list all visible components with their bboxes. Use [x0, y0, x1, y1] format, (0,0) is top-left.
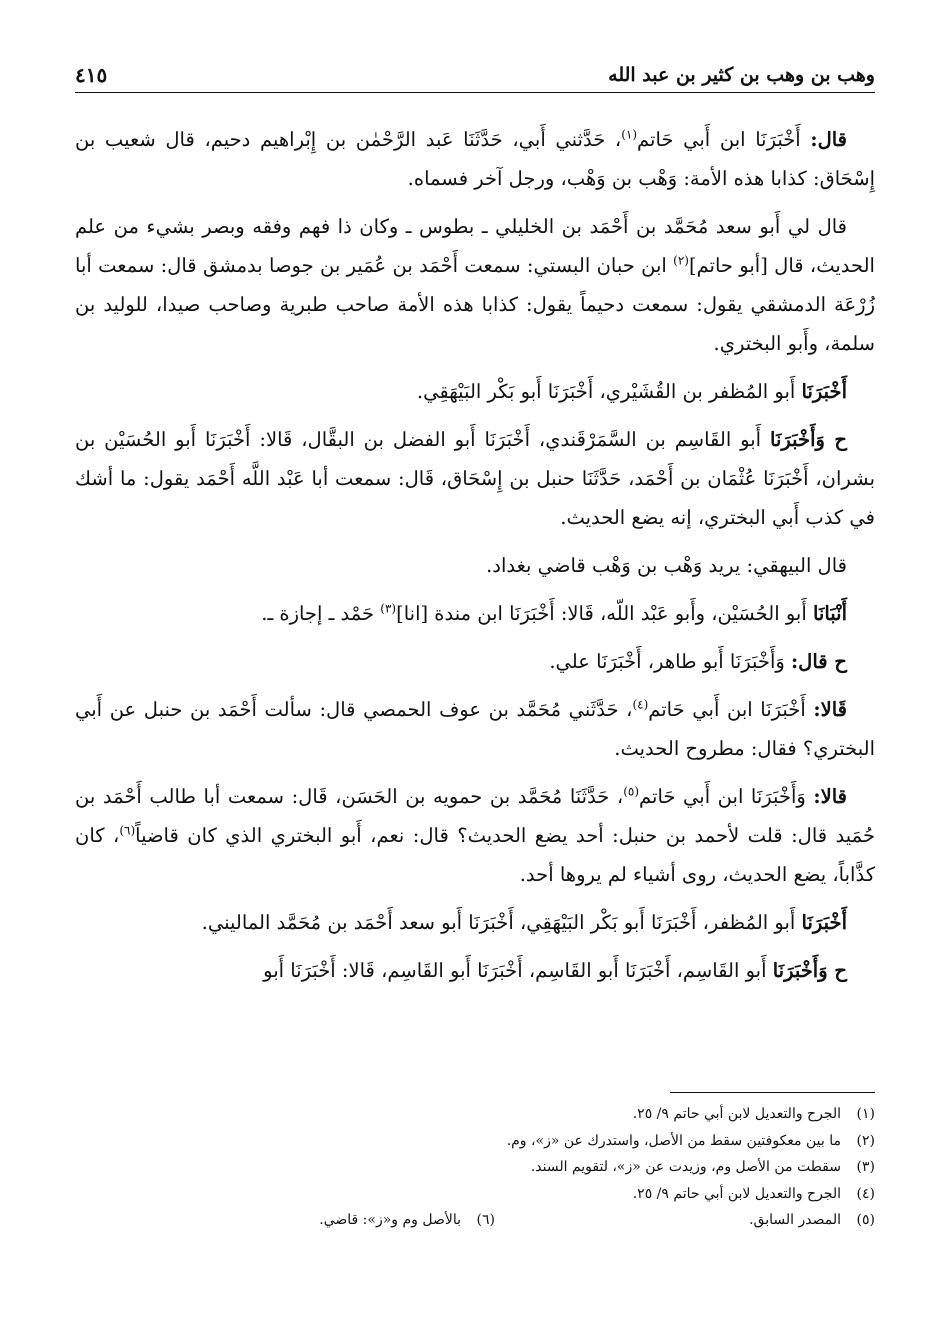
header-title: وهب بن وهب بن كثير بن عبد الله — [608, 64, 875, 86]
footnote-1 — [75, 1101, 875, 1128]
paragraph-lead: أَخْبَرَنَا — [801, 911, 847, 934]
paragraph — [75, 372, 875, 411]
paragraph-text: ، حَدَّثَني مُحَمَّد بن عوف الحمصي قال: سألت أَحْمَد بن حنبل عن أَبي البختري؟ فقال: مطروح الحديث. — [75, 698, 875, 760]
paragraph-lead: أَنْبَانَا — [812, 602, 847, 625]
footnote-text: المصدر السابق. — [749, 1212, 841, 1229]
paragraph-text: ابن حبان البستي: سمعت أَحْمَد بن عُمَير بن جوصا بدمشق قال: سمعت أبا زُرْعَة الدمشقي يقول: سمعت دحيماً يقول: كذابا هذه الأمة صاحب طبرية وصاحب صيدا، للوليد بن سلمة، وأَبو البختري. — [75, 254, 875, 355]
paragraph-lead: قالا: — [813, 785, 847, 808]
footnote-text: سقطت من الأصل وم، وزيدت عن «ز»، لتقويم السند. — [530, 1159, 841, 1176]
paragraph-text: ، حَدَّثني أَبي، حَدَّثَنَا عَبد الرَّحْمٰن بن إِبْراهيم دحيم، قال شعيب بن إِسْحَاق: كذابا هذه الأمة: وَهْب بن وَهْب، ورجل آخر فسماه. — [75, 128, 875, 190]
footnote-number: (٢) — [856, 1132, 875, 1149]
paragraph — [75, 594, 875, 633]
footnote-marker: (٣) — [380, 601, 397, 616]
footnote-marker: (١) — [621, 127, 638, 142]
paragraph-text: أَبو المُظفر، أَخْبَرَنَا أَبو بَكْر البَيْهَقِي، أَخْبَرَنَا أَبو سعد أَحْمَد بن مُحَمَّد الماليني. — [201, 911, 802, 934]
footnote-separator — [670, 1092, 875, 1093]
paragraph — [75, 207, 875, 363]
footnote-4 — [75, 1181, 875, 1208]
main-text — [75, 120, 875, 999]
footnote-text: ما بين معكوفتين سقط من الأصل، واستدرك عن «ز»، وم. — [506, 1132, 841, 1149]
paragraph-lead: قال: — [810, 128, 848, 151]
footnote-row — [75, 1207, 875, 1234]
paragraph-text: أَبو القَاسِم بن السَّمَرْقَندي، أَخْبَرَنَا أَبو الفضل بن البقَّال، قَالا: أَخْبَرَنَا أَبو الحُسَيْن بن بشران، أَخْبَرَنَا عُثْمَان بن أَحْمَد، حَدَّثَنَا حنبل بن إِسْحَاق، قَال: سمعت أبا عَبْد اللَّه أَحْمَد يقول: ما أشك في كذب أَبي البختري، إنه يضع الحديث. — [75, 428, 875, 529]
footnote-text: الجرح والتعديل لابن أبي حاتم ٩/ ٢٥. — [632, 1185, 841, 1202]
paragraph — [75, 690, 875, 768]
footnotes — [75, 1101, 875, 1234]
paragraph — [75, 777, 875, 894]
footnote-3 — [75, 1154, 875, 1181]
paragraph-lead: أَخْبَرَنَا — [801, 380, 847, 403]
footnote-number: (٣) — [856, 1159, 875, 1176]
paragraph-text: قال البيهقي: يريد وَهْب بن وَهْب قاضي بغداد. — [486, 554, 847, 577]
paragraph — [75, 120, 875, 198]
paragraph-text: وَأَخْبَرَنَا ابن أَبي حَاتم — [639, 785, 814, 808]
paragraph-lead: ح قال: — [790, 650, 847, 673]
footnote-marker: (٤) — [632, 697, 649, 712]
footnote-number: (٦) — [476, 1212, 495, 1229]
page-number: ٤١٥ — [75, 63, 108, 87]
footnote-marker: (٢) — [673, 253, 689, 268]
footnote-5 — [495, 1207, 875, 1234]
paragraph — [75, 903, 875, 942]
footnote-6 — [115, 1207, 495, 1234]
paragraph-lead: ح وَأَخْبَرَنَا — [770, 428, 847, 451]
footnote-2 — [75, 1128, 875, 1155]
running-header — [75, 58, 875, 93]
paragraph — [75, 546, 875, 585]
footnote-text: الجرح والتعديل لابن أبي حاتم ٩/ ٢٥. — [632, 1106, 841, 1122]
paragraph-text: قال لي أَبو سعد مُحَمَّد بن أَحْمَد بن الخليلي ـ بطوس ـ وكان ذا فهم وفقه وبصر بشيء من علم الحديث، قال [أبو حاتم] — [75, 215, 875, 277]
paragraph-text: وَأَخْبَرَنَا أَبو طاهر، أَخْبَرَنَا علي. — [549, 650, 791, 673]
footnote-marker: (٥) — [623, 784, 640, 799]
paragraph-text: ، كان كذَّاباً، يضع الحديث، روى أشياء لم يروها أحد. — [75, 824, 875, 886]
paragraph — [75, 642, 875, 681]
paragraph — [75, 420, 875, 537]
paragraph-text: أَخْبَرَنَا ابن أَبي حَاتم — [648, 698, 814, 721]
paragraph-text: أَبو الحُسَيْن، وأَبو عَبْد اللّه، قَالا: أَخْبَرَنَا ابن مندة [انا] — [396, 602, 813, 625]
paragraph-lead: ح وَأَخْبَرَنَا — [772, 959, 847, 982]
paragraph-text: ، حَدَّثَنَا مُحَمَّد بن حمويه بن الحَسَن، قَال: سمعت أبا طالب أَحْمَد بن حُمَيد قال: قلت لأحمد بن حنبل: أحد يضع الحديث؟ قال: نعم، أَبو البختري الذي كان قاضياً — [75, 785, 875, 847]
paragraph-lead: قَالا: — [813, 698, 847, 721]
footnote-marker: (٦) — [119, 823, 136, 838]
footnote-text: بالأصل وم و«ز»: قاضي. — [319, 1212, 461, 1229]
footnote-number: (١) — [856, 1106, 875, 1122]
paragraph — [75, 951, 875, 990]
paragraph-text: أَبو القَاسِم، أَخْبَرَنَا أَبو القَاسِم، أَخْبَرَنَا أَبو القَاسِم، قَالا: أَخْبَرَنَا أَبو — [263, 959, 773, 982]
footnote-number: (٤) — [856, 1185, 875, 1202]
paragraph-text: أَخْبَرَنَا ابن أَبي حَاتم — [637, 128, 811, 151]
footnote-number: (٥) — [856, 1212, 875, 1229]
paragraph-text: حَمْد ـ إجازة ـ. — [261, 602, 381, 625]
paragraph-text: أَبو المُظفر بن القُشَيْري، أَخْبَرَنَا أَبو بَكْر البَيْهَقِي. — [416, 380, 802, 403]
